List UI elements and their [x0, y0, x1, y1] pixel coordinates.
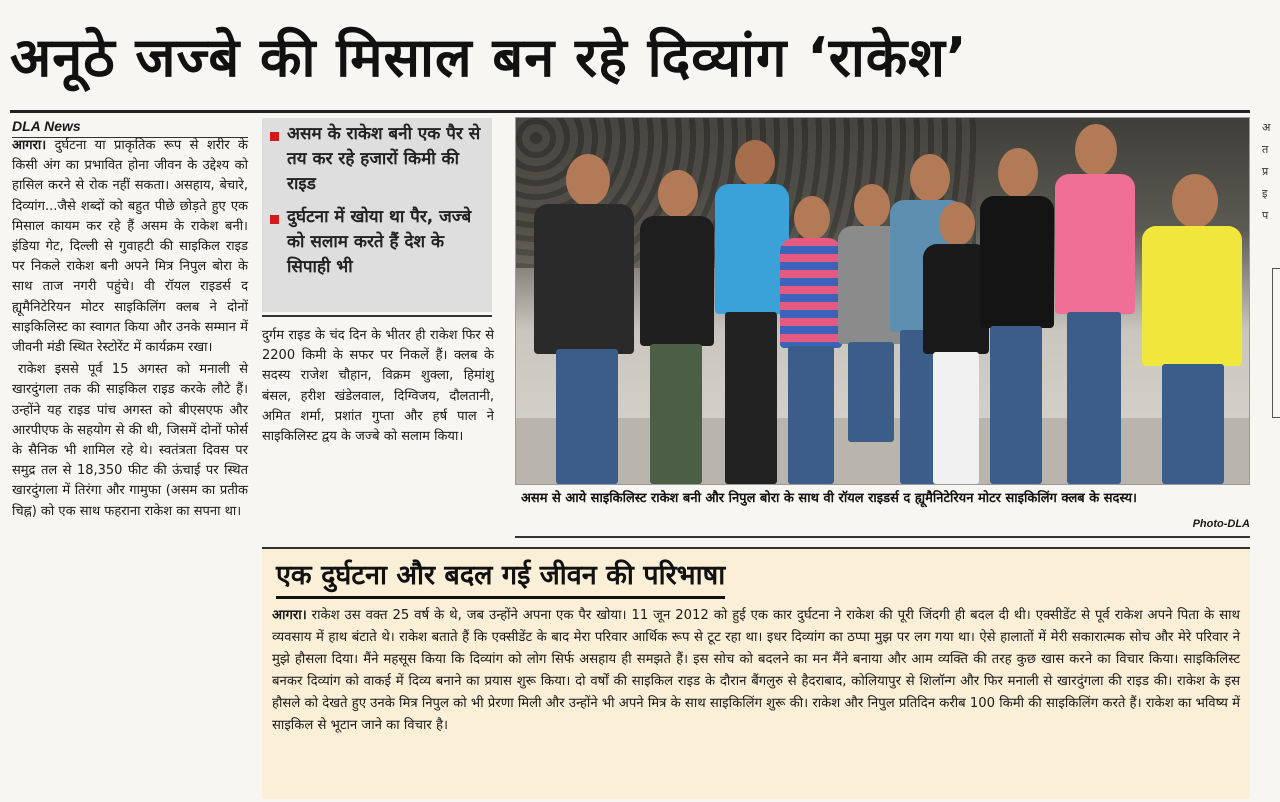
column-1-paragraph-2: राकेश इससे पूर्व 15 अगस्त को मनाली से खारदुंगला तक की साइकिल राइड करके लौटे हैं। उन्होंने यह राइड पांच अगस्त को बीएसएफ और आरपीएफ के सहयोग से की थी, जिसमें दोनों फोर्स के सैनिक भी शामिल रहे थे। स्वतंत्रता दिवस पर समुद्र तल से 18,350 फीट की ऊंचाई पर स्थित खारदुंगला में तिरंगा और गामुफा (असम का प्रतीक चिह्न) को एक साथ फहराना राकेश का सपना था।	[12, 362, 248, 519]
highlight-text: दुर्घटना में खोया था पैर, जज्बे को सलाम करते हैं देश के सिपाही भी	[287, 207, 472, 277]
photo-person	[1136, 154, 1246, 484]
column-2: दुर्गम राइड के चंद दिन के भीतर ही राकेश फिर से 2200 किमी के सफर पर निकलें हैं। क्लब के सदस्य राजेश चौहान, विक्रम शुक्ला, हिमांशु बंसल, हरीश खंडेलवाल, दिग्विजय, दौलतानी, अमित शर्मा, प्रशांत गुप्ता और हर्ष पाल ने साइकिलिस्ट द्वय के जज्बे को सलाम किया।	[262, 328, 494, 445]
caption-rule	[515, 536, 1250, 538]
headline-rule	[10, 110, 1250, 113]
feature-dateline: आगरा।	[272, 608, 307, 623]
photo-credit: Photo-DLA	[1192, 518, 1250, 530]
highlight-item	[270, 205, 486, 280]
highlights-box	[262, 118, 492, 312]
red-square-bullet-icon	[270, 215, 279, 224]
adjacent-box-edge	[1272, 268, 1280, 418]
photo-person	[976, 134, 1056, 484]
red-square-bullet-icon	[270, 132, 279, 141]
feature-box	[262, 547, 1250, 799]
feature-body	[272, 605, 1240, 737]
photo-caption: असम से आये साइकिलिस्ट राकेश बनी और निपुल बोरा के साथ वी रॉयल राइडर्स द ह्यूमैनिटेरियन मोटर साइकिलिंग क्लब के सदस्य।	[521, 491, 1137, 506]
feature-text: राकेश उस वक्त 25 वर्ष के थे, जब उन्होंने अपना एक पैर खोया। 11 जून 2012 को हुई एक कार दुर्घटना ने राकेश की पूरी जिंदगी ही बदल दी थी। एक्सीडेंट से पूर्व राकेश अपने पिता के साथ व्यवसाय में हाथ बंटाते थे। राकेश बताते हैं कि एक्सीडेंट के बाद मेरा परिवार आर्थिक रूप से टूट रहा था। इधर दिव्यांग का ठप्पा मुझ पर लग गया था। ऐसे हालातों में मेरी सकारात्मक सोच और मेरे परिवार ने मुझे हौसला दिया। मैंने महसूस किया कि दिव्यांग को लोग सिर्फ असहाय ही समझते हैं। इस सोच को बदलने का मन मैंने बनाया और आम व्यक्ति की तरह कुछ खास करने का विचार किया। साइकिलिस्ट बनकर दिव्यांग को वाकई में दिव्य बनाने का प्रयास शुरू किया। दो वर्षों की साइकिल राइड के दौरान बैंगलुरु से हैदराबाद, कोलियापुर से शिलॉन्ग और फिर मनाली से खारदुंगला की राइड की। राकेश के इस हौसले को देखते हुए उनके मित्र निपुल को भी प्रेरणा मिली और उन्होंने भी अपने मित्र के साथ साइकिलिंग शुरू की। राकेश और निपुल प्रतिदिन करीब 100 किमी की साइकिलिंग करते हैं। राकेश का भविष्य में साइकिल से भूटान जाने का विचार है।	[272, 608, 1241, 733]
highlight-item	[270, 122, 486, 197]
column-1-text-1: दुर्घटना या प्राकृतिक रूप से शरीर के किसी अंग का प्रभावित होना जीवन के उद्देश्य को हासिल करने से रोक नहीं सकता। असहाय, बेचारे, दिव्यांग...जैसे शब्दों को बहुत पीछे छोड़ते हुए एक मिसाल कायम कर रहे हैं असम के राकेश बनी। इंडिया गेट, दिल्ली से गुवाहटी की साइकिल राइड पर निकले राकेश बनी अपने मित्र निपुल बोरा के साथ ताज नगरी पहुंचे। वी रॉयल राइडर्स द ह्यूमैनिटेरियन मोटर साइकिलिंग क्लब ने दोनों साइकिलिस्ट का स्वागत किया और उनके सम्मान में जीवनी मंडी स्थित रेस्टोरेंट में कार्यक्रम रखा।	[12, 138, 249, 356]
photo-person	[1051, 124, 1137, 484]
photo-person	[778, 174, 844, 484]
feature-title: एक दुर्घटना और बदल गई जीवन की परिभाषा	[276, 553, 725, 599]
adjacent-article-edge: अ त प्र इ प	[1262, 121, 1271, 222]
headline: अनूठे जज्बे की मिसाल बन रहे दिव्यांग ‘राकेश’	[10, 26, 968, 89]
group-photo	[515, 117, 1250, 485]
highlight-text: असम के राकेश बनी एक पैर से तय कर रहे हजारों किमी की राइड	[287, 124, 481, 194]
dateline: आगरा।	[12, 138, 47, 153]
column-1	[12, 136, 248, 522]
photo-person	[636, 154, 716, 484]
byline: DLA News	[12, 118, 81, 134]
photo-person	[526, 144, 636, 484]
column-1-paragraph-1	[12, 136, 248, 358]
